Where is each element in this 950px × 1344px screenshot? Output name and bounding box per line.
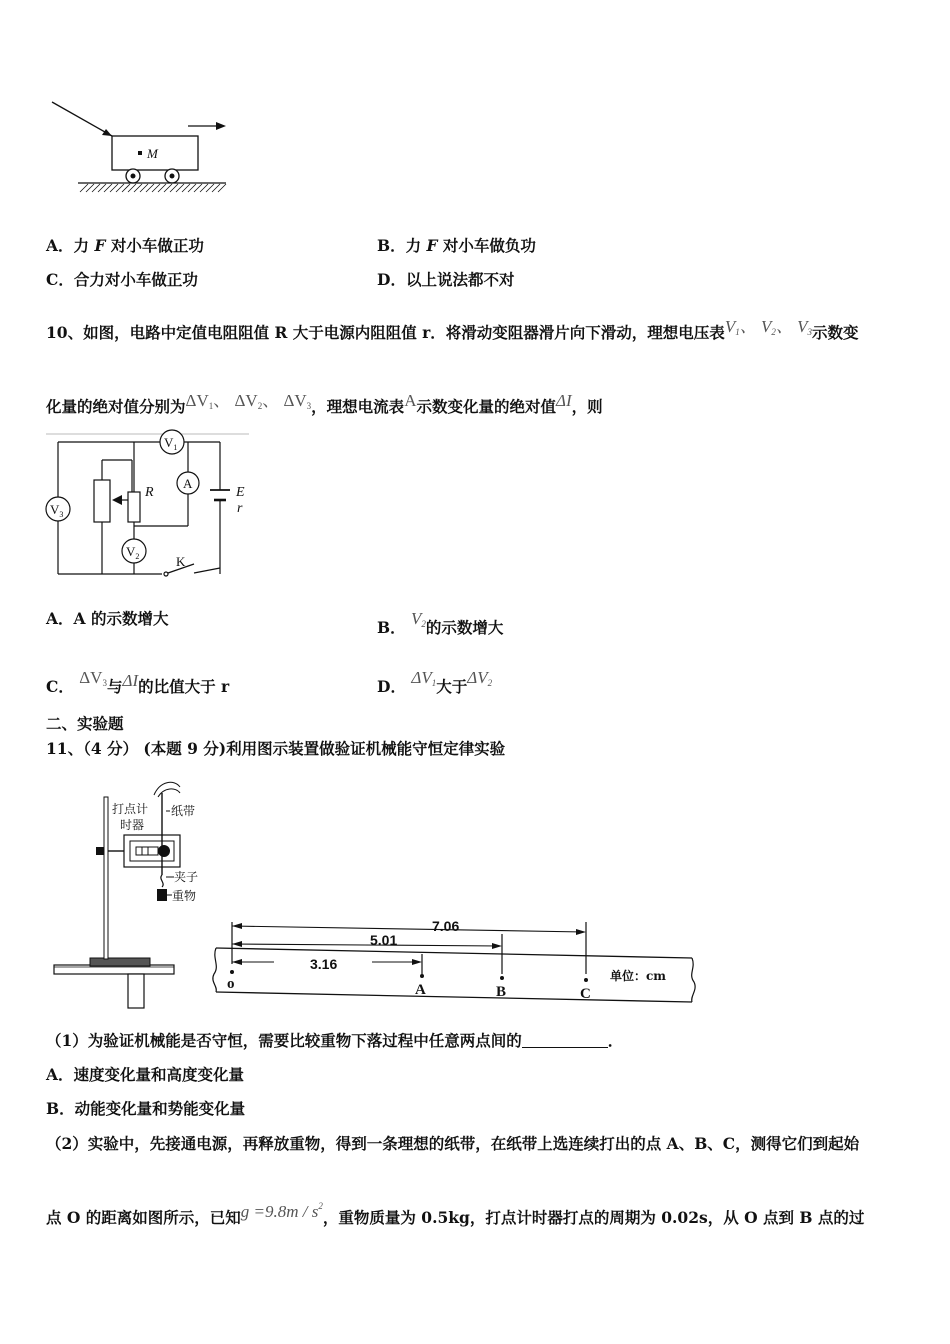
tape-point-b: B <box>496 984 507 1000</box>
tape-figure <box>210 916 700 1008</box>
q10-stem-line1: 10、如图，电路中定值电阻阻值 R 大于电源内阻阻值 r．将滑动变阻器滑片向下滑动，理想电压表$V_1$、 $V_2$、 $V_3$示数变 <box>46 317 859 342</box>
q11-option-a: A．速度变化量和高度变化量 <box>46 1065 245 1084</box>
q11-option-b: B．动能变化量和势能变化量 <box>46 1099 246 1118</box>
section-title: 二、实验题 <box>46 714 124 733</box>
apparatus-figure <box>50 775 220 1010</box>
q10-option-a: A．A 的示数增大 <box>46 609 169 628</box>
option-label: C． <box>46 677 74 696</box>
svg-text:夹子: 夹子 <box>174 870 199 884</box>
option-label: C． <box>46 270 74 289</box>
cart-mass-label: M <box>147 146 158 161</box>
q9-option-a: A．力 F 对小车做正功 <box>46 236 204 255</box>
q11-part2-line2: 点 O 的距离如图所示，已知$g =9.8m / s^2$，重物质量为 0.5kg，打点计时器打点的周期为 0.02s，从 O 点到 B 点的过 <box>46 1201 865 1227</box>
tape-label-oc: 7.06 <box>432 918 460 934</box>
svg-text:E: E <box>236 485 245 500</box>
q10-stem-line2: 化量的绝对值分别为$\Delta V_1$、 $\Delta V_2$、 $\Delta V_3$，理想电流表A示数变化量的绝对值ΔI，则 <box>46 391 603 416</box>
tape-point-c: C <box>580 986 591 1002</box>
tape-point-o: o <box>227 976 235 992</box>
tape-unit: 单位：cm <box>610 969 667 983</box>
q9-option-c: C．合力对小车做正功 <box>46 270 198 289</box>
svg-text:打点计: 打点计 <box>112 802 149 816</box>
answer-blank <box>522 1033 608 1048</box>
tape-label-oa: 3.16 <box>310 956 338 972</box>
q10-option-b: B． $V_2$的示数增大 <box>377 609 504 637</box>
circuit-figure <box>44 432 254 582</box>
svg-text:V3: $V_3$ <box>50 502 64 519</box>
svg-text:V2: $V_2$ <box>126 544 140 561</box>
q11-stem: 11、（4 分） (本题 9 分)利用图示装置做验证机械能守恒定律实验 <box>46 739 506 758</box>
svg-text:r: r <box>237 501 243 516</box>
option-label: D． <box>377 270 406 289</box>
option-label: A． <box>46 609 74 628</box>
option-label: D． <box>377 677 406 696</box>
q9-option-b: B．力 F 对小车做负功 <box>377 236 536 255</box>
q10-option-d: D． $\Delta V_1$大于$\Delta V_2$ <box>377 668 493 696</box>
option-label: A． <box>46 236 74 255</box>
q11-part1: （1）为验证机械能是否守恒，需要比较重物下落过程中任意两点间的 ． <box>46 1031 624 1050</box>
svg-text:时器: 时器 <box>120 818 145 832</box>
q9-option-d: D．以上说法都不对 <box>377 270 515 289</box>
svg-text:K: K <box>176 554 186 569</box>
cart-figure <box>50 100 240 200</box>
option-label: B． <box>377 236 406 255</box>
option-label: B． <box>377 618 406 637</box>
svg-text:重物: 重物 <box>172 889 197 903</box>
tape-point-a: A <box>415 982 426 998</box>
svg-text:R: R <box>145 485 154 500</box>
svg-text:纸带: 纸带 <box>171 804 196 818</box>
tape-label-ob: 5.01 <box>370 932 398 948</box>
q11-part2-line1: （2）实验中，先接通电源，再释放重物，得到一条理想的纸带，在纸带上选连续打出的点 A、B、C，测得它们到起始 <box>46 1134 860 1153</box>
svg-text:V1: $V_1$ <box>164 435 178 452</box>
q10-option-c: C． $\Delta V_3$与ΔI的比值大于 r <box>46 668 230 696</box>
svg-text:A: A <box>183 476 193 491</box>
